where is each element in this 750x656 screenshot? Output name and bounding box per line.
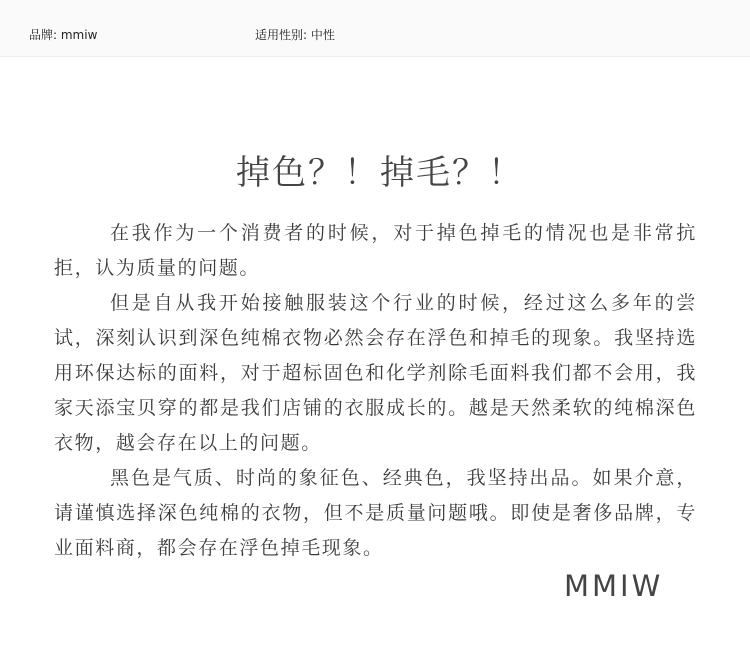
notice-body (54, 216, 697, 566)
notice-paragraph-2: 但是自从我开始接触服装这个行业的时候，经过这么多年的尝试，深刻认识到深色纯棉衣物必然会存在浮色和掉毛的现象。我坚持选用环保达标的面料，对于超标固色和化学剂除毛面料我们都不会用，我家天添宝贝穿的都是我们店铺的衣服成长的。越是天然柔软的纯棉深色衣物，越会存在以上的问题。 (54, 292, 697, 454)
product-attributes-bar (0, 0, 750, 57)
brand-attribute: 品牌: mmiw (29, 28, 98, 42)
gender-attribute: 适用性别: 中性 (255, 28, 335, 42)
notice-panel (0, 57, 750, 656)
brand-signature: MMIW (564, 569, 664, 603)
notice-title: 掉色？！掉毛？！ (236, 153, 524, 193)
notice-paragraph-3: 黑色是气质、时尚的象征色、经典色，我坚持出品。如果介意，请谨慎选择深色纯棉的衣物，但不是质量问题哦。即使是奢侈品牌，专业面料商，都会存在浮色掉毛现象。 (54, 467, 697, 559)
notice-paragraph-1: 在我作为一个消费者的时候，对于掉色掉毛的情况也是非常抗拒，认为质量的问题。 (54, 222, 697, 279)
